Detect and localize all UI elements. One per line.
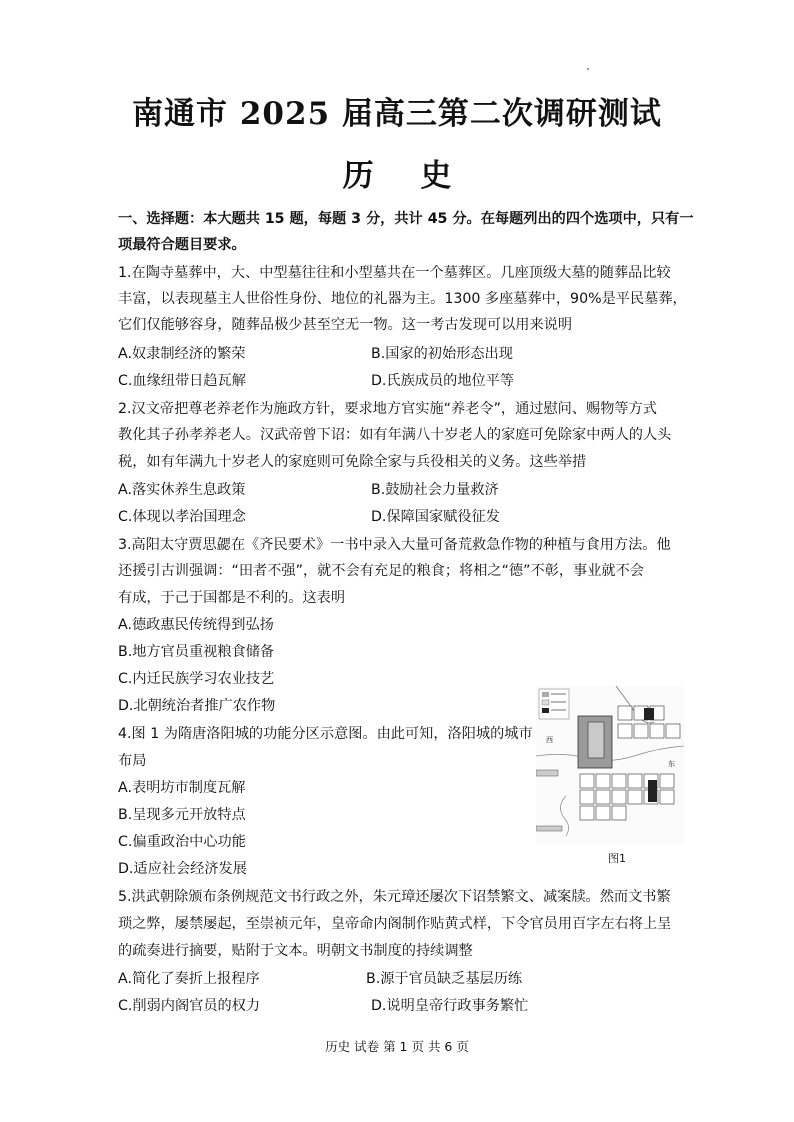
q2-option-c: C.体现以孝治国理念 [118,509,246,525]
luoyang-city-map-figure [536,686,684,844]
map-south-market [648,780,657,802]
q1-option-d: D.氏族成员的地位平等 [371,373,515,389]
q5-option-b: B.源于官员缺乏基层历练 [366,971,523,987]
q1-stem-line-3: 它们仅能够容身，随葬品极少甚至空无一物。这一考古发现可以用来说明 [118,317,573,333]
map-label-west: 西 [546,736,553,744]
map-west-gate-road [536,770,558,776]
q2-option-d: D.保障国家赋役征发 [371,509,500,525]
section-instructions-line-2: 项最符合题目要求。 [118,237,246,253]
subject-title: 历 史 [342,158,470,194]
map-north-market [644,708,654,720]
q4-stem-line-1: 4.图 1 为隋唐洛阳城的功能分区示意图。由此可知，洛阳城的城市 [118,726,533,742]
q4-option-d: D.适应社会经济发展 [118,861,247,877]
legend-swatch-government [542,692,549,697]
q5-option-c: C.削弱内阁官员的权力 [118,998,261,1014]
map-legend [539,689,569,719]
q5-option-a: A.简化了奏折上报程序 [118,971,260,987]
q5-stem-line-2: 琐之弊，屡禁屡起，至崇祯元年，皇帝命内阁制作贴黄式样，下令官员用百字左右将上呈 [118,916,672,932]
q1-option-b: B.国家的初始形态出现 [371,346,513,362]
q3-stem-line-1: 3.高阳太守贾思勰在《齐民要术》一书中录入大量可备荒救急作物的种植与食用方法。他 [118,537,671,553]
map-south-gate-road [536,826,562,831]
map-label-east: 东 [668,760,675,768]
scan-speck [587,68,589,70]
q4-option-c: C.偏重政治中心功能 [118,834,246,850]
section-instructions-line-1: 一、选择题：本大题共 15 题，每题 3 分，共计 45 分。在每题列出的四个选项中，只有一 [118,211,694,227]
q3-option-a: A.德政惠民传统得到弘扬 [118,617,274,633]
figure-caption: 图1 [608,852,626,865]
q4-stem-line-2: 布局 [118,753,147,769]
page-footer: 历史 试卷 第 1 页 共 6 页 [325,1039,469,1054]
q5-stem-line-3: 的疏奏进行摘要，贴附于文本。明朝文书制度的持续调整 [118,943,473,959]
map-imperial-city [588,722,604,758]
q3-option-d: D.北朝统治者推广农作物 [118,698,276,714]
q1-option-a: A.奴隶制经济的繁荣 [118,346,246,362]
q1-stem-line-2: 丰富，以表现墓主人世俗性身份、地位的礼器为主。1300 多座墓葬中，90%是平民墓葬， [118,291,687,307]
legend-swatch-market [542,708,549,713]
q2-stem-line-1: 2.汉文帝把尊老养老作为施政方针，要求地方官实施“养老令”，通过慰问、赐物等方式 [118,401,657,417]
q2-option-b: B.鼓励社会力量救济 [371,482,499,498]
q2-stem-line-3: 税，如有年满九十岁老人的家庭则可免除全家与兵役相关的义务。这些举措 [118,454,587,470]
q1-stem-line-1: 1.在陶寺墓葬中，大、中型墓往往和小型墓共在一个墓葬区。几座顶级大墓的随葬品比较 [118,265,671,281]
q5-option-d: D.说明皇帝行政事务繁忙 [371,998,529,1014]
q1-option-c: C.血缘纽带日趋瓦解 [118,373,246,389]
q3-option-b: B.地方官员重视粮食储备 [118,644,275,660]
q2-option-a: A.落实休养生息政策 [118,482,246,498]
q3-option-c: C.内迁民族学习农业技艺 [118,671,275,687]
q4-option-b: B.呈现多元开放特点 [118,807,246,823]
q2-stem-line-2: 教化其子孙孝养老人。汉武帝曾下诏：如有年满八十岁老人的家庭可免除家中两人的人头 [118,427,672,443]
q3-stem-line-2: 还援引古训强调：“田者不强”，就不会有充足的粮食；将相之“德”不彰，事业就不会 [118,563,644,579]
q4-option-a: A.表明坊市制度瓦解 [118,780,246,796]
exam-title: 南通市 2025 届高三第二次调研测试 [132,96,662,132]
q5-stem-line-1: 5.洪武朝除颁布条例规范文书行政之外，朱元璋还屡次下诏禁繁文、减案牍。然而文书繁 [118,889,671,905]
q3-stem-line-3: 有成，于己于国都是不利的。这表明 [118,590,346,606]
legend-swatch-residential [542,700,549,705]
